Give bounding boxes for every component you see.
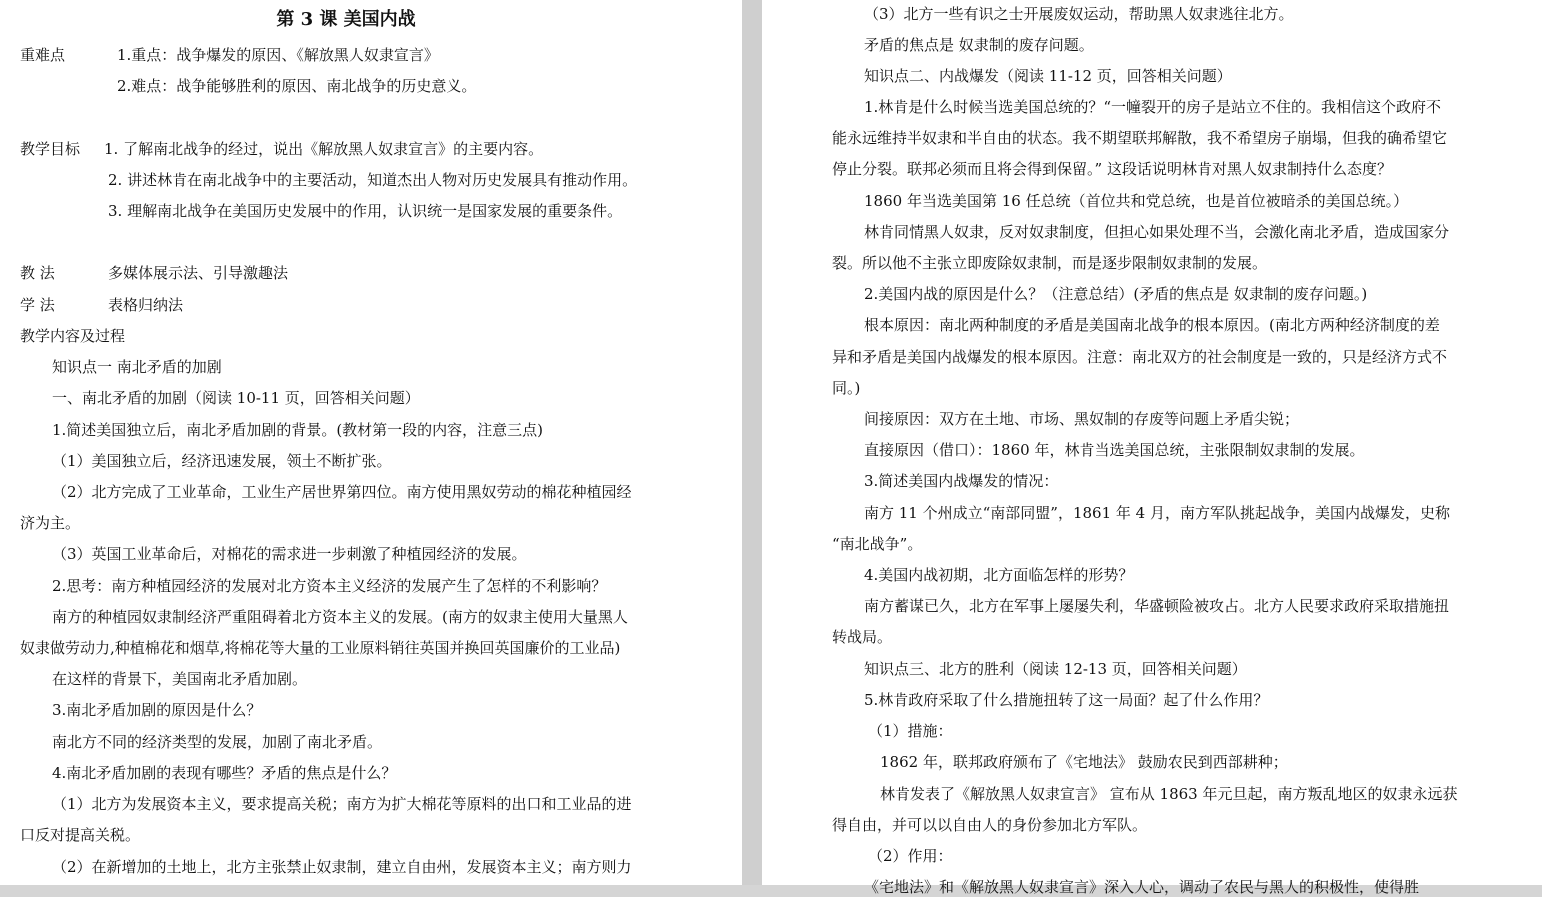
paragraph-line: 一、南北矛盾的加剧（阅读 10-11 页，回答相关问题） [52,389,420,407]
row-text: 3. 理解南北战争在美国历史发展中的作用，认识统一是国家发展的重要条件。 [108,202,623,220]
paragraph-line: 奴隶做劳动力,种植棉花和烟草,将棉花等大量的工业原料销往英国并换回英国廉价的工业品) [20,639,621,657]
paragraph-line: 南方的种植园奴隶制经济严重阻碍着北方资本主义的发展。(南方的奴隶主使用大量黑人 [52,608,628,626]
question-line: 4.南北矛盾加剧的表现有哪些？矛盾的焦点是什么？ [52,764,397,782]
paragraph-line: 间接原因：双方在土地、市场、黑奴制的存废等问题上矛盾尖锐； [864,410,1300,428]
question-line: 4.美国内战初期，北方面临怎样的形势？ [864,566,1134,584]
paragraph-line: 得自由，并可以以自由人的身份参加北方军队。 [832,816,1148,834]
row-text: 2.难点：战争能够胜利的原因、南北战争的历史意义。 [117,77,477,95]
paragraph-line: 林肯同情黑人奴隶，反对奴隶制度，但担心如果处理不当，会激化南北矛盾，造成国家分 [864,223,1450,241]
row-text: 1. 了解南北战争的经过，说出《解放黑人奴隶宣言》的主要内容。 [104,140,544,158]
paragraph-line: （3）北方一些有识之士开展废奴运动，帮助黑人奴隶逃往北方。 [864,5,1294,23]
row-key-study: 学 法 [20,296,55,314]
question-line: 2.美国内战的原因是什么？（注意总结）(矛盾的焦点是 奴隶制的废存问题。) [864,285,1368,303]
paragraph-line: 1862 年，联邦政府颁布了《宅地法》 鼓励农民到西部耕种； [880,753,1288,771]
question-line: 3.简述美国内战爆发的情况： [864,472,1059,490]
row-text: 1.重点：战争爆发的原因、《解放黑人奴隶宣言》 [117,46,439,64]
question-line: 5.林肯政府采取了什么措施扭转了这一局面？起了什么作用？ [864,691,1269,709]
paragraph-line: （2）北方完成了工业革命，工业生产居世界第四位。南方使用黑奴劳动的棉花种植园经 [52,483,632,501]
paragraph-line: 《宅地法》和《解放黑人奴隶宣言》深入人心，调动了农民与黑人的积极性，使得胜 [864,878,1420,896]
row-key-difficulty: 重难点 [20,46,66,64]
paragraph-line: 南北方不同的经济类型的发展，加剧了南北矛盾。 [52,733,383,751]
row-text: 2. 讲述林肯在南北战争中的主要活动，知道杰出人物对历史发展具有推动作用。 [108,171,638,189]
paragraph-line: 同。) [832,379,861,397]
paragraph-line: 南方 11 个州成立“南部同盟”，1861 年 4 月，南方军队挑起战争，美国内战爆发，史称 [864,504,1450,522]
paragraph-line: （1）措施： [868,722,953,740]
paragraph-line: （3）英国工业革命后，对棉花的需求进一步刺激了种植园经济的发展。 [52,545,527,563]
paragraph-line: 口反对提高关税。 [20,826,141,844]
knowledge-point-heading: 知识点三、北方的胜利（阅读 12-13 页，回答相关问题） [864,660,1247,678]
paragraph-line: （2）作用： [868,847,953,865]
paragraph-line: （2）在新增加的土地上，北方主张禁止奴隶制，建立自由州，发展资本主义；南方则力 [52,858,632,876]
paragraph-line: 矛盾的焦点是 奴隶制的废存问题。 [864,36,1094,54]
left-page [0,0,742,885]
question-line: 3.南北矛盾加剧的原因是什么？ [52,701,262,719]
paragraph-line: 林肯发表了《解放黑人奴隶宣言》 宣布从 1863 年元旦起，南方叛乱地区的奴隶永远获 [880,785,1458,803]
paragraph-line: 1860 年当选美国第 16 任总统（首位共和党总统，也是首位被暗杀的美国总统。） [864,192,1409,210]
paragraph-line: 直接原因（借口）：1860 年，林肯当选美国总统，主张限制奴隶制的发展。 [864,441,1365,459]
row-key-goals: 教学目标 [20,140,81,158]
paragraph-line: 在这样的背景下，美国南北矛盾加剧。 [52,670,308,688]
paragraph-line: 停止分裂。联邦必须而且将会得到保留。” 这段话说明林肯对黑人奴隶制持什么态度？ [832,160,1392,178]
right-page [762,0,1542,896]
row-key-method: 教 法 [20,264,55,282]
page-title: 第 3 课 美国内战 [276,9,416,30]
paragraph-line: （1）北方为发展资本主义，要求提高关税；南方为扩大棉花等原料的出口和工业品的进 [52,795,632,813]
row-text: 表格归纳法 [108,296,184,314]
page-gutter [742,0,762,885]
paragraph-line: （1）美国独立后，经济迅速发展，领土不断扩张。 [52,452,392,470]
paragraph-line: 裂。所以他不主张立即废除奴隶制，而是逐步限制奴隶制的发展。 [832,254,1268,272]
paragraph-line: 转战局。 [832,628,893,646]
paragraph-line: 济为主。 [20,514,81,532]
knowledge-point-heading: 知识点一 南北矛盾的加剧 [52,358,222,376]
paragraph-line: 能永远维持半奴隶和半自由的状态。我不期望联邦解散，我不希望房子崩塌，但我的确希望它 [832,129,1448,147]
paragraph-line: 根本原因：南北两种制度的矛盾是美国南北战争的根本原因。(南北方两种经济制度的差 [864,316,1440,334]
knowledge-point-heading: 知识点二、内战爆发（阅读 11-12 页，回答相关问题） [864,67,1232,85]
question-line: 1.林肯是什么时候当选美国总统的？“一幢裂开的房子是站立不住的。我相信这个政府不 [864,98,1441,116]
question-line: 1.简述美国独立后，南北矛盾加剧的背景。(教材第一段的内容，注意三点) [52,421,544,439]
question-line: 2.思考：南方种植园经济的发展对北方资本主义经济的发展产生了怎样的不利影响？ [52,577,607,595]
paragraph-line: 南方蓄谋已久，北方在军事上屡屡失利，华盛顿险被攻占。北方人民要求政府采取措施扭 [864,597,1450,615]
row-text: 多媒体展示法、引导激趣法 [108,264,289,282]
paragraph-line: 异和矛盾是美国内战爆发的根本原因。注意：南北双方的社会制度是一致的，只是经济方式不 [832,348,1448,366]
section-heading: 教学内容及过程 [20,327,126,345]
paragraph-line: “南北战争”。 [832,535,923,553]
